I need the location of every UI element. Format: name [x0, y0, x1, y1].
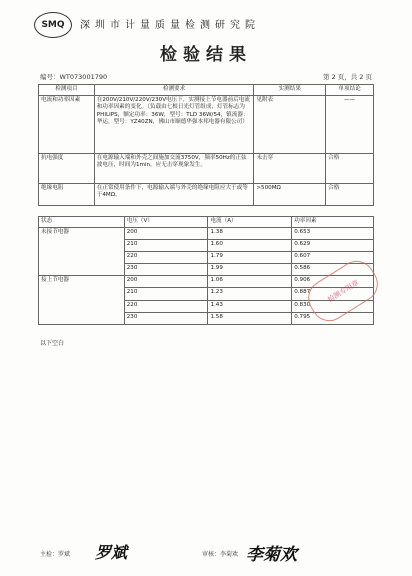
table-row: [39, 153, 374, 183]
item-cell: 抗电强度: [39, 153, 95, 183]
table-header-row: [39, 217, 374, 228]
voltage-cell: 220: [124, 251, 208, 263]
main-inspector-signature: 罗斌: [95, 543, 128, 562]
item-cell: 电流和功率因素: [39, 95, 95, 153]
voltage-cell: 230: [124, 264, 208, 276]
col-power-factor: 功率因素: [292, 217, 374, 228]
col-requirement: 检测要求: [94, 85, 254, 96]
requirement-cell: 在电源输入端和外壳之间施加交流3750V，频率50Hz的正弦波电压，时间为1min。应无击穿现象发生。: [94, 153, 254, 183]
current-cell: 1.23: [208, 288, 292, 300]
item-cell: 绝缘电阻: [39, 183, 95, 205]
main-inspector-name: 罗斌: [58, 551, 71, 558]
requirement-cell: 在正常使用条件下，电源输入端与外壳的绝缘电阻应大于或等于4MΩ。: [94, 183, 254, 205]
report-number: 编号：WT073001790: [40, 73, 108, 81]
conclusion-cell: 合格: [326, 153, 374, 183]
voltage-cell: 200: [124, 227, 208, 239]
power-factor-cell: 0.607: [292, 251, 374, 263]
institute-name: 深圳市计量质量检测研究院: [80, 20, 260, 31]
logo-text: SMQ: [41, 20, 65, 30]
state-cell: 接上节电器: [39, 276, 125, 325]
reviewer-name: 李菊欢: [220, 551, 239, 558]
voltage-cell: 200: [124, 276, 208, 288]
current-cell: 1.60: [208, 239, 292, 251]
table-row: [39, 183, 374, 205]
result-cell: >500MΩ: [254, 183, 326, 205]
current-cell: 1.99: [208, 264, 292, 276]
result-cell: 见附表: [254, 95, 326, 153]
power-factor-cell: 0.586: [292, 264, 374, 276]
page-number: 第 2 页，共 2 页: [322, 73, 372, 81]
reviewer-label: 审核：: [202, 551, 221, 558]
col-item: 检测项目: [39, 85, 95, 96]
col-state: 状态: [39, 217, 125, 228]
blank-note: 以下空白: [40, 340, 65, 347]
test-results-table: [38, 84, 374, 206]
col-current: 电流（A）: [208, 217, 292, 228]
current-cell: 1.43: [208, 300, 292, 312]
table-row: [39, 95, 374, 153]
table-header-row: [39, 85, 374, 96]
col-result: 实测结果: [254, 85, 326, 96]
requirement-cell: 在200V/210V/220V/230V电压下，实测接上节电器前后电流和功率因素的变化。（负载由七根日光灯管组成，灯管标志为PHILIPS，额定功率：36W，型号：TLD 36W/54，镇流器：华运，型号：YZ40ZN，佛山市顺德华强本邦电器有限公司）: [94, 95, 254, 153]
current-cell: 1.58: [208, 312, 292, 324]
col-voltage: 电压（V）: [124, 217, 208, 228]
voltage-cell: 220: [124, 300, 208, 312]
conclusion-cell: ——: [326, 95, 374, 153]
power-factor-cell: 0.830: [292, 300, 374, 312]
power-factor-cell: 0.629: [292, 239, 374, 251]
voltage-cell: 210: [124, 239, 208, 251]
voltage-cell: 230: [124, 312, 208, 324]
power-factor-cell: 0.795: [292, 312, 374, 324]
power-factor-cell: 0.887: [292, 288, 374, 300]
voltage-cell: 210: [124, 288, 208, 300]
conclusion-cell: 合格: [326, 183, 374, 205]
main-inspector-label: 主检：: [40, 551, 59, 558]
main-inspector: [40, 549, 70, 558]
stamp-text: 检测专用章: [326, 278, 360, 304]
current-cell: 1.06: [208, 276, 292, 288]
power-factor-cell: 0.653: [292, 227, 374, 239]
result-cell: 未击穿: [254, 153, 326, 183]
state-cell: 未接节电器: [39, 227, 125, 276]
reviewer-signature: 李菊欢: [246, 545, 297, 565]
col-conclusion: 单项结论: [326, 85, 374, 96]
current-cell: 1.79: [208, 251, 292, 263]
current-cell: 1.38: [208, 227, 292, 239]
page-title: 检验结果: [160, 45, 252, 65]
institute-logo: [34, 12, 72, 38]
table-row: [39, 227, 374, 239]
reviewer: [202, 549, 238, 558]
power-factor-cell: 0.906: [292, 276, 374, 288]
